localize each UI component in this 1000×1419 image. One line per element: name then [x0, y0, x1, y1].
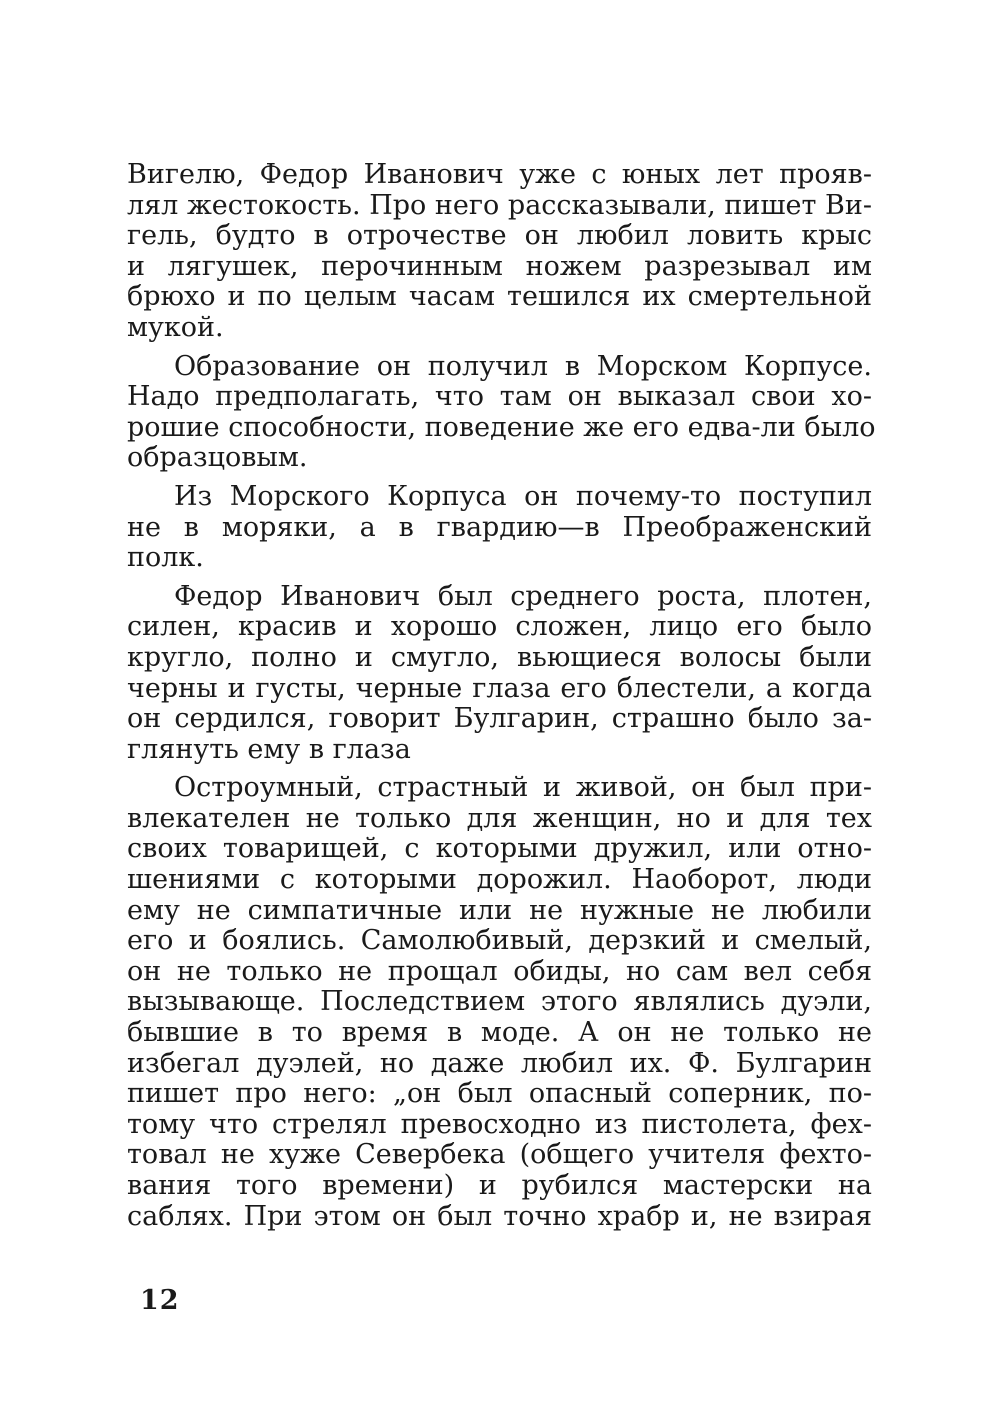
text-line: тому что стрелял превосходно из пистолета, фех-	[127, 1108, 872, 1140]
text-line: ему не симпатичные или не нужные не любили	[127, 894, 872, 926]
text-line: брюхо и по целым часам тешился их смертельной	[127, 281, 872, 313]
text-line: черны и густы, черные глаза его блестели, а когда	[127, 672, 872, 704]
text-line: его и боялись. Самолюбивый, дерзкий и смелый,	[127, 925, 872, 957]
text-line: товал не хуже Севербека (общего учителя фехто-	[127, 1139, 872, 1171]
text-line: не в моряки, а в гвардию—в Преображенский	[127, 511, 872, 543]
body-text	[127, 159, 876, 1240]
text-line: кругло, полно и смугло, вьющиеся волосы были	[127, 641, 872, 673]
text-line: он сердился, говорит Булгарин, страшно было за-	[127, 703, 872, 735]
text-line: влекателен не только для женщин, но и для тех	[127, 802, 872, 834]
text-line: Остроумный, страстный и живой, он был при-	[174, 772, 872, 804]
page-number: 12	[140, 1285, 180, 1316]
text-line: вания того времени) и рубился мастерски на	[127, 1170, 872, 1201]
paragraph	[127, 773, 872, 1232]
text-line: Из Морского Корпуса он почему-то поступил	[174, 480, 872, 512]
text-line: гель, будто в отрочестве он любил ловить крыс	[127, 220, 872, 252]
text-line: вызывающе. Последствием этого являлись дуэли,	[127, 986, 872, 1018]
text-line: силен, красив и хорошо сложен, лицо его было	[127, 611, 872, 643]
paragraph	[127, 350, 876, 474]
text-line: своих товарищей, с которыми дружил, или отно-	[127, 833, 872, 865]
text-line: бывшие в то время в моде. А он не только не	[127, 1017, 872, 1049]
text-line: пишет про него: „он был опасный соперник, по-	[127, 1078, 872, 1110]
text-line: Вигелю, Федор Иванович уже с юных лет прояв-	[127, 159, 872, 190]
text-line: глянуть ему в глаза	[127, 733, 411, 765]
paragraph	[127, 160, 872, 344]
text-line: Образование он получил в Морском Корпусе.	[174, 350, 872, 382]
text-line: полк.	[127, 542, 204, 574]
paragraph	[127, 482, 872, 574]
text-line: шениями с которыми дорожил. Наоборот, люди	[127, 864, 872, 896]
text-line: саблях. При этом он был точно храбр и, не взирая	[127, 1200, 872, 1232]
text-line: мукой.	[127, 311, 224, 343]
text-line: избегал дуэлей, но даже любил их. Ф. Булгарин	[127, 1047, 872, 1079]
text-line: Надо предполагать, что там он выказал свои хо-	[127, 381, 872, 413]
text-line: и лягушек, перочинным ножем разрезывал им	[127, 250, 872, 282]
text-line: рошие способности, поведение же его едва-ли было	[127, 411, 876, 443]
text-line: Федор Иванович был среднего роста, плотен,	[174, 580, 872, 612]
text-line: он не только не прощал обиды, но сам вел себя	[127, 955, 872, 987]
paragraph	[127, 582, 872, 766]
text-line: образцовым.	[127, 442, 308, 474]
text-line: лял жестокость. Про него рассказывали, пишет Ви-	[127, 189, 872, 221]
